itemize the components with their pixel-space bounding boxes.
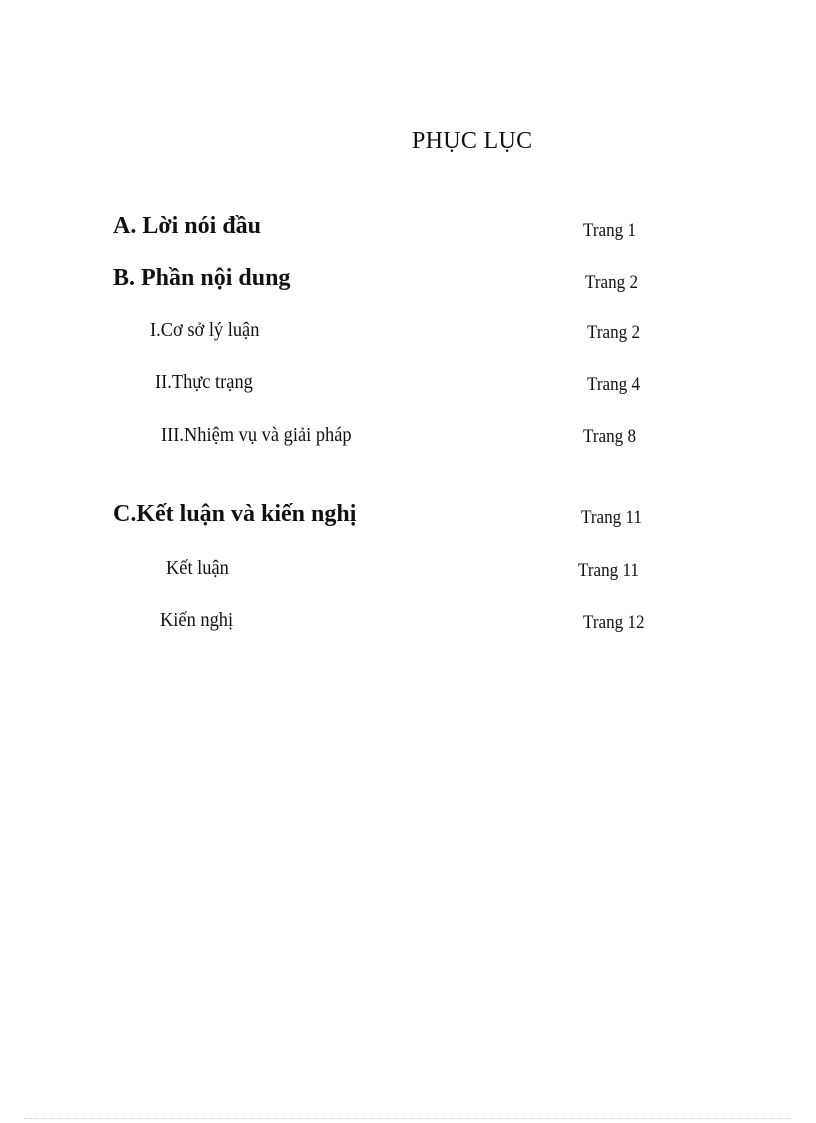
page-bottom-divider [24, 1118, 792, 1119]
toc-entry-nhiem-vu-giai-phap: III.Nhiệm vụ và giải pháp [161, 424, 352, 446]
toc-entry-ket-luan: Kết luận [166, 557, 229, 579]
toc-page-thuc-trang: Trang 4 [587, 374, 641, 395]
toc-page-ket-luan: Trang 11 [578, 560, 639, 581]
toc-page-kien-nghi: Trang 12 [583, 612, 645, 633]
toc-entry-loi-noi-dau: A. Lời nói đầu [113, 213, 262, 239]
toc-page-ket-luan-kien-nghi: Trang 11 [581, 507, 642, 528]
toc-entry-phan-noi-dung: B. Phần nội dung [113, 265, 291, 291]
toc-entry-thuc-trang: II.Thực trạng [155, 371, 253, 393]
toc-page-phan-noi-dung: Trang 2 [585, 272, 639, 293]
toc-entry-ket-luan-kien-nghi: C.Kết luận và kiến nghị [113, 501, 357, 527]
toc-page-nhiem-vu-giai-phap: Trang 8 [583, 426, 637, 447]
toc-entry-co-so-ly-luan: I.Cơ sở lý luận [150, 319, 260, 341]
page-title: PHỤC LỤC [412, 128, 533, 154]
toc-entry-kien-nghi: Kiến nghị [160, 609, 234, 631]
toc-page-co-so-ly-luan: Trang 2 [587, 322, 641, 343]
toc-page-loi-noi-dau: Trang 1 [583, 220, 637, 241]
